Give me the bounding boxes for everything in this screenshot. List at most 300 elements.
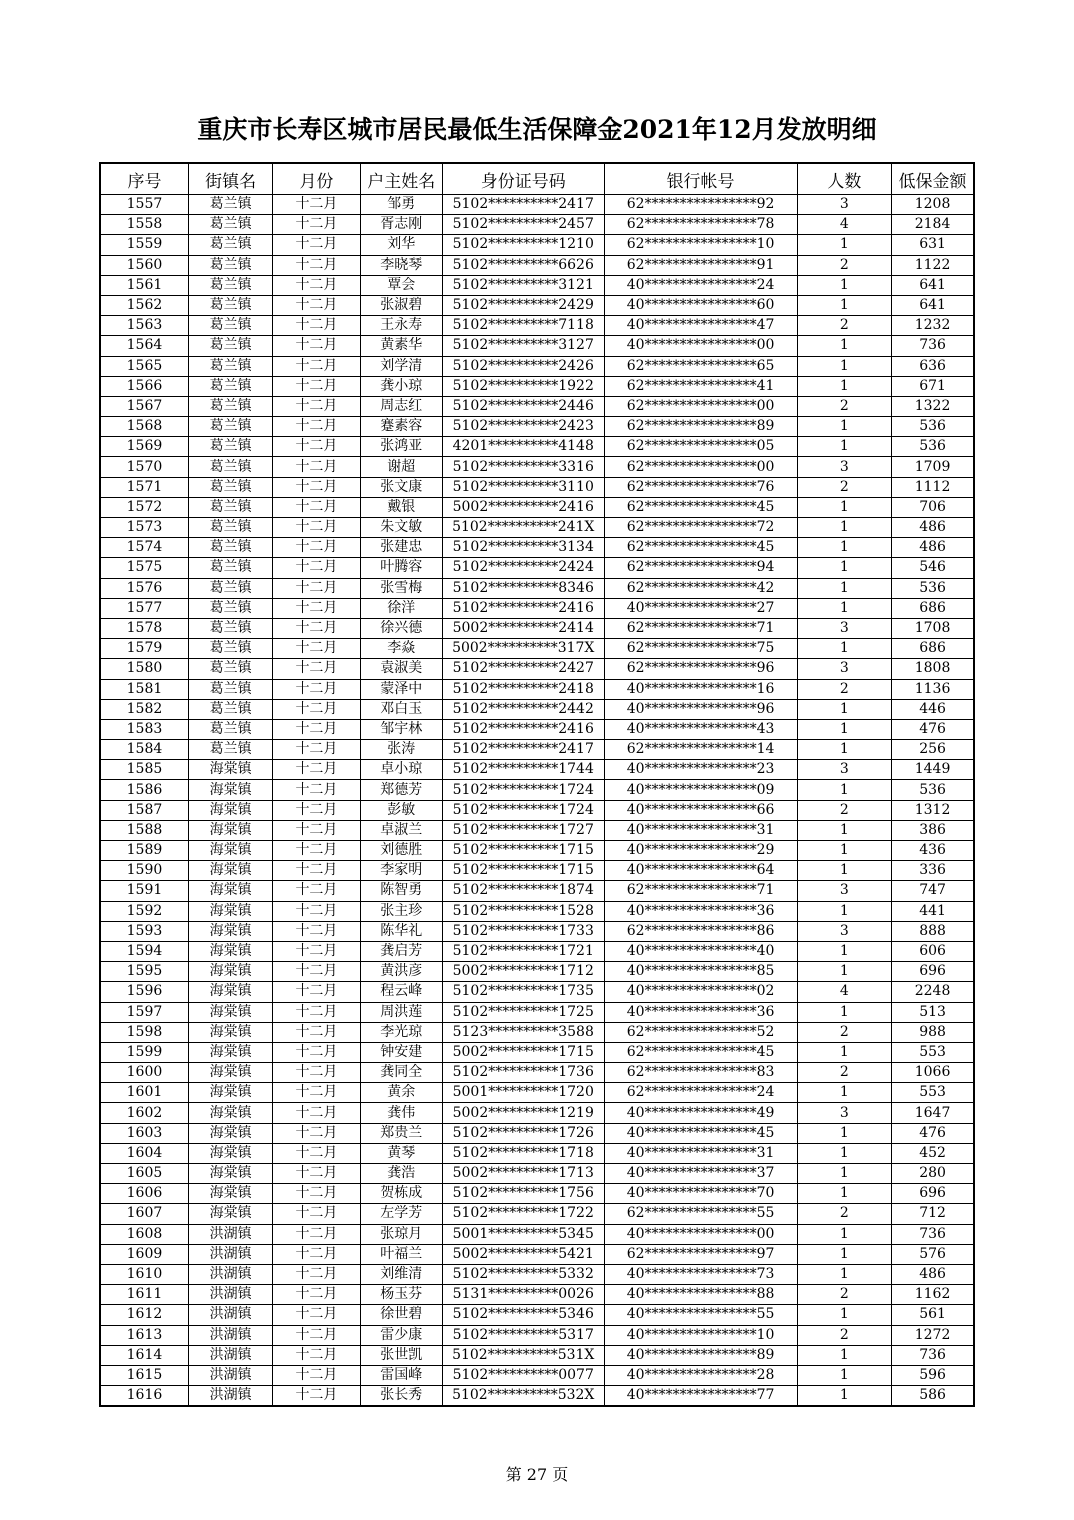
cell-id-number: 5102**********5332	[442, 1264, 604, 1284]
table-row	[100, 820, 974, 840]
table-row	[100, 760, 974, 780]
table-header-row	[100, 163, 974, 195]
cell-month: 十二月	[273, 255, 360, 275]
cell-people-count: 1	[797, 1264, 892, 1284]
cell-householder: 龚启芳	[360, 941, 442, 961]
cell-id-number: 5102**********1727	[442, 820, 604, 840]
cell-householder: 龚同全	[360, 1063, 442, 1083]
cell-town: 葛兰镇	[188, 578, 272, 598]
cell-id-number: 5102**********1724	[442, 780, 604, 800]
table-row	[100, 1123, 974, 1143]
cell-householder: 周洪莲	[360, 1002, 442, 1022]
cell-town: 海棠镇	[188, 861, 272, 881]
cell-month: 十二月	[273, 1224, 360, 1244]
cell-householder: 黄洪彦	[360, 962, 442, 982]
cell-people-count: 1	[797, 518, 892, 538]
cell-bank-account: 40****************45	[604, 1123, 797, 1143]
cell-amount: 553	[892, 1083, 974, 1103]
table-row	[100, 538, 974, 558]
cell-month: 十二月	[273, 497, 360, 517]
cell-householder: 邹勇	[360, 195, 442, 215]
cell-householder: 左学芳	[360, 1204, 442, 1224]
cell-householder: 程云峰	[360, 982, 442, 1002]
cell-index: 1598	[100, 1022, 188, 1042]
cell-id-number: 5102**********1715	[442, 841, 604, 861]
cell-people-count: 1	[797, 1164, 892, 1184]
cell-id-number: 5102**********2417	[442, 740, 604, 760]
cell-town: 海棠镇	[188, 1143, 272, 1163]
cell-people-count: 2	[797, 477, 892, 497]
cell-month: 十二月	[273, 1042, 360, 1062]
cell-bank-account: 40****************70	[604, 1184, 797, 1204]
cell-id-number: 5102**********241X	[442, 518, 604, 538]
cell-town: 海棠镇	[188, 1123, 272, 1143]
cell-index: 1601	[100, 1083, 188, 1103]
cell-index: 1580	[100, 659, 188, 679]
cell-month: 十二月	[273, 962, 360, 982]
cell-people-count: 1	[797, 497, 892, 517]
cell-month: 十二月	[273, 719, 360, 739]
cell-people-count: 1	[797, 1305, 892, 1325]
cell-town: 葛兰镇	[188, 437, 272, 457]
cell-amount: 256	[892, 740, 974, 760]
cell-amount: 1208	[892, 195, 974, 215]
cell-index: 1592	[100, 901, 188, 921]
table-row	[100, 1264, 974, 1284]
table-row	[100, 1083, 974, 1103]
cell-index: 1600	[100, 1063, 188, 1083]
cell-bank-account: 40****************43	[604, 719, 797, 739]
cell-index: 1565	[100, 356, 188, 376]
cell-town: 洪湖镇	[188, 1365, 272, 1385]
cell-householder: 张雪梅	[360, 578, 442, 598]
cell-town: 葛兰镇	[188, 316, 272, 336]
cell-bank-account: 62****************00	[604, 396, 797, 416]
cell-index: 1614	[100, 1345, 188, 1365]
cell-amount: 1708	[892, 618, 974, 638]
cell-people-count: 2	[797, 679, 892, 699]
cell-month: 十二月	[273, 1103, 360, 1123]
cell-bank-account: 40****************31	[604, 1143, 797, 1163]
cell-bank-account: 62****************97	[604, 1244, 797, 1264]
cell-id-number: 5102**********1721	[442, 941, 604, 961]
cell-index: 1608	[100, 1224, 188, 1244]
table-row	[100, 477, 974, 497]
cell-people-count: 1	[797, 437, 892, 457]
cell-town: 葛兰镇	[188, 659, 272, 679]
cell-month: 十二月	[273, 1083, 360, 1103]
cell-id-number: 5102**********1874	[442, 881, 604, 901]
cell-town: 葛兰镇	[188, 497, 272, 517]
cell-index: 1560	[100, 255, 188, 275]
cell-id-number: 5102**********3127	[442, 336, 604, 356]
cell-month: 十二月	[273, 598, 360, 618]
header-month: 月份	[273, 163, 360, 195]
cell-town: 海棠镇	[188, 1063, 272, 1083]
table-row	[100, 1002, 974, 1022]
cell-bank-account: 62****************24	[604, 1083, 797, 1103]
cell-amount: 631	[892, 235, 974, 255]
cell-town: 洪湖镇	[188, 1264, 272, 1284]
cell-month: 十二月	[273, 235, 360, 255]
table-row	[100, 1224, 974, 1244]
cell-people-count: 1	[797, 1123, 892, 1143]
cell-householder: 叶腾容	[360, 558, 442, 578]
cell-people-count: 3	[797, 659, 892, 679]
cell-month: 十二月	[273, 1123, 360, 1143]
cell-bank-account: 40****************36	[604, 1002, 797, 1022]
cell-amount: 1272	[892, 1325, 974, 1345]
cell-bank-account: 40****************24	[604, 275, 797, 295]
cell-amount: 1232	[892, 316, 974, 336]
cell-householder: 杨玉芬	[360, 1285, 442, 1305]
cell-month: 十二月	[273, 457, 360, 477]
cell-bank-account: 40****************00	[604, 1224, 797, 1244]
cell-people-count: 2	[797, 255, 892, 275]
cell-id-number: 5002**********1715	[442, 1042, 604, 1062]
cell-index: 1611	[100, 1285, 188, 1305]
table-row	[100, 1204, 974, 1224]
cell-month: 十二月	[273, 1184, 360, 1204]
cell-index: 1559	[100, 235, 188, 255]
cell-month: 十二月	[273, 477, 360, 497]
cell-householder: 蒙泽中	[360, 679, 442, 699]
table-row	[100, 780, 974, 800]
cell-bank-account: 40****************10	[604, 1325, 797, 1345]
cell-bank-account: 62****************83	[604, 1063, 797, 1083]
cell-amount: 736	[892, 336, 974, 356]
cell-amount: 671	[892, 376, 974, 396]
cell-index: 1585	[100, 760, 188, 780]
cell-town: 葛兰镇	[188, 295, 272, 315]
cell-bank-account: 40****************16	[604, 679, 797, 699]
cell-householder: 李光琼	[360, 1022, 442, 1042]
cell-id-number: 5102**********1733	[442, 921, 604, 941]
cell-amount: 596	[892, 1365, 974, 1385]
cell-bank-account: 62****************10	[604, 235, 797, 255]
cell-amount: 486	[892, 518, 974, 538]
table-row	[100, 598, 974, 618]
cell-amount: 336	[892, 861, 974, 881]
cell-people-count: 1	[797, 1184, 892, 1204]
cell-bank-account: 62****************71	[604, 618, 797, 638]
cell-index: 1575	[100, 558, 188, 578]
cell-month: 十二月	[273, 538, 360, 558]
cell-month: 十二月	[273, 618, 360, 638]
cell-amount: 280	[892, 1164, 974, 1184]
cell-people-count: 3	[797, 1103, 892, 1123]
cell-people-count: 1	[797, 1244, 892, 1264]
table-row	[100, 1244, 974, 1264]
cell-householder: 张建忠	[360, 538, 442, 558]
cell-index: 1603	[100, 1123, 188, 1143]
cell-town: 葛兰镇	[188, 558, 272, 578]
cell-householder: 张涛	[360, 740, 442, 760]
cell-bank-account: 62****************78	[604, 215, 797, 235]
cell-people-count: 2	[797, 396, 892, 416]
cell-people-count: 1	[797, 275, 892, 295]
cell-id-number: 5002**********1712	[442, 962, 604, 982]
cell-index: 1564	[100, 336, 188, 356]
cell-index: 1566	[100, 376, 188, 396]
cell-people-count: 2	[797, 800, 892, 820]
cell-amount: 736	[892, 1224, 974, 1244]
cell-amount: 686	[892, 598, 974, 618]
cell-index: 1584	[100, 740, 188, 760]
cell-month: 十二月	[273, 376, 360, 396]
cell-householder: 刘华	[360, 235, 442, 255]
cell-town: 海棠镇	[188, 1022, 272, 1042]
cell-bank-account: 62****************00	[604, 457, 797, 477]
cell-index: 1581	[100, 679, 188, 699]
cell-town: 葛兰镇	[188, 356, 272, 376]
cell-town: 葛兰镇	[188, 679, 272, 699]
cell-id-number: 5102**********7118	[442, 316, 604, 336]
cell-people-count: 1	[797, 578, 892, 598]
cell-householder: 李焱	[360, 639, 442, 659]
cell-id-number: 5102**********1722	[442, 1204, 604, 1224]
cell-people-count: 2	[797, 1285, 892, 1305]
cell-id-number: 5102**********531X	[442, 1345, 604, 1365]
cell-index: 1593	[100, 921, 188, 941]
table-row	[100, 659, 974, 679]
cell-people-count: 2	[797, 316, 892, 336]
cell-householder: 钟安建	[360, 1042, 442, 1062]
cell-amount: 1312	[892, 800, 974, 820]
cell-town: 葛兰镇	[188, 477, 272, 497]
cell-id-number: 5001**********1720	[442, 1083, 604, 1103]
cell-town: 海棠镇	[188, 962, 272, 982]
cell-id-number: 5102**********2429	[442, 295, 604, 315]
cell-town: 海棠镇	[188, 1103, 272, 1123]
cell-town: 海棠镇	[188, 1184, 272, 1204]
cell-householder: 卓小琼	[360, 760, 442, 780]
cell-index: 1588	[100, 820, 188, 840]
cell-householder: 刘德胜	[360, 841, 442, 861]
cell-householder: 雷国峰	[360, 1365, 442, 1385]
table-row	[100, 740, 974, 760]
cell-amount: 1112	[892, 477, 974, 497]
cell-householder: 胥志刚	[360, 215, 442, 235]
cell-bank-account: 40****************23	[604, 760, 797, 780]
table-row	[100, 982, 974, 1002]
table-row	[100, 1143, 974, 1163]
cell-householder: 张淑碧	[360, 295, 442, 315]
cell-amount: 576	[892, 1244, 974, 1264]
cell-bank-account: 62****************45	[604, 538, 797, 558]
cell-month: 十二月	[273, 316, 360, 336]
cell-town: 葛兰镇	[188, 195, 272, 215]
cell-householder: 徐世碧	[360, 1305, 442, 1325]
cell-index: 1574	[100, 538, 188, 558]
cell-bank-account: 62****************96	[604, 659, 797, 679]
cell-id-number: 5102**********2446	[442, 396, 604, 416]
table-row	[100, 800, 974, 820]
table-row	[100, 295, 974, 315]
cell-id-number: 5102**********8346	[442, 578, 604, 598]
cell-bank-account: 40****************64	[604, 861, 797, 881]
cell-index: 1571	[100, 477, 188, 497]
cell-index: 1576	[100, 578, 188, 598]
cell-id-number: 5002**********2414	[442, 618, 604, 638]
cell-town: 洪湖镇	[188, 1224, 272, 1244]
cell-town: 葛兰镇	[188, 255, 272, 275]
table-row	[100, 941, 974, 961]
table-row	[100, 618, 974, 638]
table-row	[100, 255, 974, 275]
cell-amount: 441	[892, 901, 974, 921]
cell-householder: 刘维清	[360, 1264, 442, 1284]
cell-index: 1583	[100, 719, 188, 739]
cell-id-number: 5102**********5317	[442, 1325, 604, 1345]
cell-id-number: 5102**********1726	[442, 1123, 604, 1143]
cell-people-count: 1	[797, 820, 892, 840]
cell-amount: 1709	[892, 457, 974, 477]
table-row	[100, 1042, 974, 1062]
cell-id-number: 5102**********1725	[442, 1002, 604, 1022]
cell-bank-account: 40****************88	[604, 1285, 797, 1305]
cell-amount: 546	[892, 558, 974, 578]
cell-people-count: 1	[797, 558, 892, 578]
cell-id-number: 5102**********2426	[442, 356, 604, 376]
cell-index: 1605	[100, 1164, 188, 1184]
header-people-count: 人数	[797, 163, 892, 195]
cell-index: 1595	[100, 962, 188, 982]
cell-town: 洪湖镇	[188, 1386, 272, 1407]
cell-index: 1602	[100, 1103, 188, 1123]
table-row	[100, 1386, 974, 1407]
cell-bank-account: 40****************73	[604, 1264, 797, 1284]
cell-id-number: 5102**********6626	[442, 255, 604, 275]
cell-householder: 龚伟	[360, 1103, 442, 1123]
cell-people-count: 1	[797, 639, 892, 659]
cell-index: 1609	[100, 1244, 188, 1264]
cell-index: 1612	[100, 1305, 188, 1325]
cell-people-count: 3	[797, 195, 892, 215]
cell-people-count: 1	[797, 376, 892, 396]
cell-town: 葛兰镇	[188, 336, 272, 356]
cell-town: 葛兰镇	[188, 719, 272, 739]
cell-index: 1567	[100, 396, 188, 416]
cell-bank-account: 40****************66	[604, 800, 797, 820]
table-row	[100, 1184, 974, 1204]
cell-index: 1590	[100, 861, 188, 881]
cell-town: 葛兰镇	[188, 538, 272, 558]
cell-town: 葛兰镇	[188, 699, 272, 719]
cell-amount: 1162	[892, 1285, 974, 1305]
cell-month: 十二月	[273, 1285, 360, 1305]
cell-index: 1568	[100, 417, 188, 437]
cell-bank-account: 62****************89	[604, 417, 797, 437]
cell-index: 1558	[100, 215, 188, 235]
cell-town: 海棠镇	[188, 982, 272, 1002]
cell-index: 1579	[100, 639, 188, 659]
table-row	[100, 396, 974, 416]
cell-month: 十二月	[273, 295, 360, 315]
table-row	[100, 1305, 974, 1325]
cell-month: 十二月	[273, 699, 360, 719]
cell-town: 海棠镇	[188, 901, 272, 921]
cell-householder: 张琼月	[360, 1224, 442, 1244]
table-row	[100, 235, 974, 255]
cell-amount: 513	[892, 1002, 974, 1022]
cell-bank-account: 62****************41	[604, 376, 797, 396]
cell-amount: 476	[892, 1123, 974, 1143]
table-row	[100, 457, 974, 477]
cell-id-number: 5102**********1715	[442, 861, 604, 881]
cell-people-count: 1	[797, 417, 892, 437]
cell-people-count: 2	[797, 1022, 892, 1042]
cell-id-number: 5102**********2417	[442, 195, 604, 215]
cell-amount: 2248	[892, 982, 974, 1002]
cell-householder: 卓淑兰	[360, 820, 442, 840]
cell-bank-account: 40****************02	[604, 982, 797, 1002]
table-row	[100, 195, 974, 215]
cell-bank-account: 40****************09	[604, 780, 797, 800]
cell-householder: 贺栋成	[360, 1184, 442, 1204]
cell-town: 葛兰镇	[188, 235, 272, 255]
cell-people-count: 3	[797, 457, 892, 477]
cell-householder: 谢超	[360, 457, 442, 477]
header-index: 序号	[100, 163, 188, 195]
cell-bank-account: 62****************52	[604, 1022, 797, 1042]
table-row	[100, 679, 974, 699]
cell-people-count: 1	[797, 1083, 892, 1103]
cell-people-count: 1	[797, 1002, 892, 1022]
cell-people-count: 1	[797, 1042, 892, 1062]
cell-people-count: 2	[797, 1325, 892, 1345]
cell-town: 葛兰镇	[188, 518, 272, 538]
table-row	[100, 376, 974, 396]
cell-index: 1589	[100, 841, 188, 861]
header-id-number: 身份证号码	[442, 163, 604, 195]
cell-id-number: 5102**********2416	[442, 719, 604, 739]
cell-amount: 486	[892, 1264, 974, 1284]
cell-month: 十二月	[273, 1386, 360, 1407]
cell-index: 1591	[100, 881, 188, 901]
table-row	[100, 336, 974, 356]
cell-amount: 536	[892, 417, 974, 437]
cell-amount: 536	[892, 437, 974, 457]
cell-month: 十二月	[273, 558, 360, 578]
table-row	[100, 861, 974, 881]
cell-people-count: 1	[797, 598, 892, 618]
table-row	[100, 1022, 974, 1042]
table-row	[100, 639, 974, 659]
cell-month: 十二月	[273, 740, 360, 760]
cell-householder: 黄素华	[360, 336, 442, 356]
cell-people-count: 3	[797, 760, 892, 780]
cell-bank-account: 40****************60	[604, 295, 797, 315]
cell-householder: 邹宇林	[360, 719, 442, 739]
cell-amount: 536	[892, 780, 974, 800]
cell-bank-account: 40****************29	[604, 841, 797, 861]
cell-town: 洪湖镇	[188, 1244, 272, 1264]
cell-id-number: 5102**********1922	[442, 376, 604, 396]
cell-id-number: 5102**********3134	[442, 538, 604, 558]
cell-householder: 刘学清	[360, 356, 442, 376]
cell-month: 十二月	[273, 336, 360, 356]
cell-people-count: 2	[797, 1204, 892, 1224]
cell-town: 葛兰镇	[188, 639, 272, 659]
cell-householder: 徐洋	[360, 598, 442, 618]
cell-householder: 蹇素容	[360, 417, 442, 437]
cell-householder: 张世凯	[360, 1345, 442, 1365]
cell-month: 十二月	[273, 578, 360, 598]
data-table	[99, 162, 975, 1407]
cell-amount: 636	[892, 356, 974, 376]
cell-month: 十二月	[273, 1143, 360, 1163]
